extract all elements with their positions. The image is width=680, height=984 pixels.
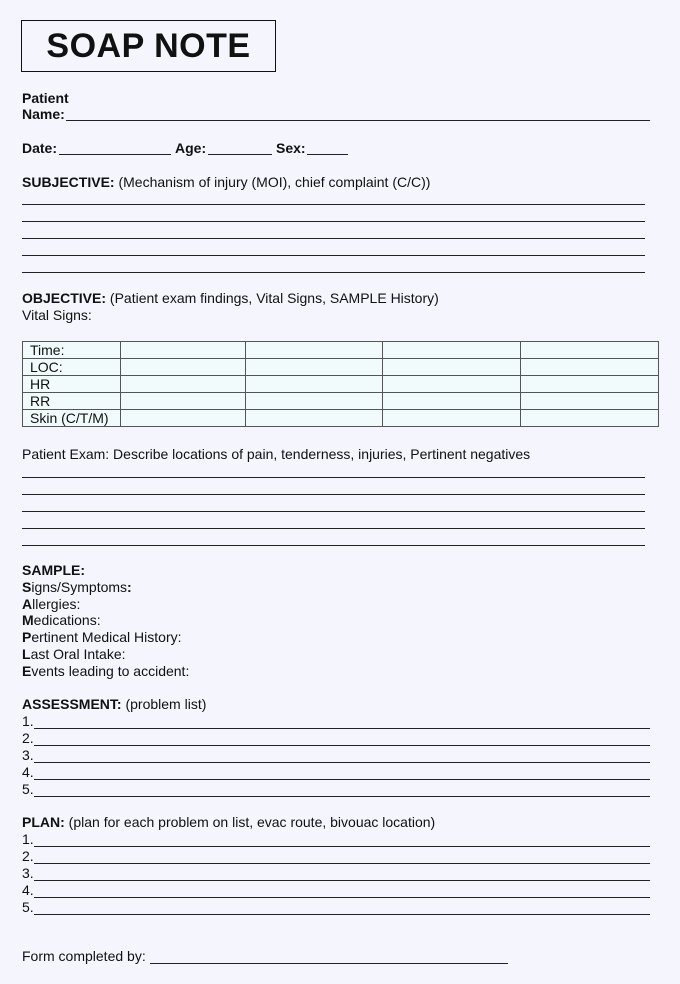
- vitals-cell[interactable]: [121, 393, 246, 410]
- vitals-cell[interactable]: [521, 359, 659, 376]
- patient-exam-line[interactable]: [22, 530, 645, 546]
- vitals-row-label: RR: [23, 393, 121, 410]
- table-row: [23, 376, 659, 393]
- form-title: SOAP NOTE: [21, 20, 276, 72]
- plan-line[interactable]: [34, 831, 650, 847]
- patient-exam-label: Patient Exam: Describe locations of pain, tenderness, injuries, Pertinent negatives: [22, 446, 531, 462]
- vitals-cell[interactable]: [383, 359, 521, 376]
- sample-initial: L: [22, 646, 31, 662]
- sample-item-allergies: [22, 596, 80, 612]
- sample-initial: S: [22, 579, 32, 595]
- sex-label: Sex:: [276, 140, 306, 156]
- sample-item-history: [22, 629, 182, 645]
- sample-item-text: llergies:: [32, 596, 81, 612]
- subjective-line[interactable]: [22, 206, 645, 222]
- sample-item-text: igns/Symptoms: [31, 579, 128, 595]
- vitals-cell[interactable]: [521, 393, 659, 410]
- vitals-cell[interactable]: [383, 410, 521, 427]
- patient-exam-line[interactable]: [22, 479, 645, 495]
- sample-item-signs: [22, 579, 132, 595]
- patient-name-field[interactable]: [66, 105, 650, 121]
- patient-exam-line[interactable]: [22, 496, 645, 512]
- subjective-line[interactable]: [22, 189, 645, 205]
- plan-line[interactable]: [34, 882, 650, 898]
- assessment-section-label: [22, 696, 206, 712]
- assessment-number: 1.: [22, 713, 34, 729]
- vitals-cell[interactable]: [121, 410, 246, 427]
- plan-heading: PLAN:: [22, 814, 65, 830]
- date-label: Date:: [22, 140, 58, 156]
- plan-number: 3.: [22, 865, 34, 881]
- plan-line[interactable]: [34, 865, 650, 881]
- assessment-line[interactable]: [34, 781, 650, 797]
- vitals-cell[interactable]: [246, 410, 383, 427]
- sample-initial: M: [22, 612, 34, 628]
- vital-signs-table: [22, 341, 659, 427]
- plan-number: 5.: [22, 899, 34, 915]
- objective-hint: (Patient exam findings, Vital Signs, SAMPLE History): [109, 290, 439, 306]
- sample-heading: SAMPLE:: [22, 562, 85, 578]
- table-row: [23, 393, 659, 410]
- plan-line[interactable]: [34, 848, 650, 864]
- vitals-cell[interactable]: [246, 359, 383, 376]
- vitals-cell[interactable]: [383, 342, 521, 359]
- subjective-line[interactable]: [22, 240, 645, 256]
- table-row: [23, 410, 659, 427]
- vitals-row-label: Time:: [23, 342, 121, 359]
- assessment-hint: (problem list): [125, 696, 207, 712]
- assessment-number: 3.: [22, 747, 34, 763]
- plan-number: 2.: [22, 848, 34, 864]
- vitals-cell[interactable]: [246, 342, 383, 359]
- assessment-line[interactable]: [34, 764, 650, 780]
- assessment-number: 2.: [22, 730, 34, 746]
- patient-exam-line[interactable]: [22, 513, 645, 529]
- sample-item-text: vents leading to accident:: [31, 663, 190, 679]
- objective-heading: OBJECTIVE:: [22, 290, 107, 306]
- patient-name-label: Name:: [22, 106, 65, 122]
- date-field[interactable]: [59, 139, 171, 155]
- sample-item-medications: [22, 612, 101, 628]
- assessment-line[interactable]: [34, 747, 650, 763]
- patient-label: Patient: [22, 90, 69, 106]
- vital-signs-label: Vital Signs:: [22, 307, 92, 323]
- assessment-number: 4.: [22, 764, 34, 780]
- assessment-number: 5.: [22, 781, 34, 797]
- vitals-cell[interactable]: [521, 342, 659, 359]
- plan-line[interactable]: [34, 899, 650, 915]
- completed-by-field[interactable]: [150, 948, 508, 964]
- sample-colon: :: [127, 579, 132, 595]
- vitals-cell[interactable]: [383, 393, 521, 410]
- objective-section-label: [22, 290, 439, 306]
- table-row: [23, 342, 659, 359]
- sex-field[interactable]: [307, 139, 348, 155]
- patient-exam-line[interactable]: [22, 462, 645, 478]
- subjective-line[interactable]: [22, 257, 645, 273]
- subjective-hint: (Mechanism of injury (MOI), chief complaint (C/C)): [118, 174, 431, 190]
- vitals-cell[interactable]: [246, 393, 383, 410]
- sample-item-events: [22, 663, 189, 679]
- assessment-line[interactable]: [34, 730, 650, 746]
- plan-section-label: [22, 814, 435, 830]
- assessment-heading: ASSESSMENT:: [22, 696, 122, 712]
- sample-item-text: ast Oral Intake:: [30, 646, 126, 662]
- vitals-cell[interactable]: [121, 359, 246, 376]
- sample-initial: A: [22, 596, 33, 612]
- table-row: [23, 359, 659, 376]
- age-label: Age:: [175, 140, 207, 156]
- vitals-cell[interactable]: [246, 376, 383, 393]
- plan-number: 1.: [22, 831, 34, 847]
- plan-number: 4.: [22, 882, 34, 898]
- sample-item-intake: [22, 646, 126, 662]
- assessment-line[interactable]: [34, 713, 650, 729]
- plan-hint: (plan for each problem on list, evac route, bivouac location): [68, 814, 436, 830]
- vitals-row-label: HR: [23, 376, 121, 393]
- vitals-cell[interactable]: [121, 376, 246, 393]
- vitals-cell[interactable]: [521, 376, 659, 393]
- completed-by-label: Form completed by:: [22, 948, 146, 964]
- age-field[interactable]: [208, 139, 272, 155]
- subjective-heading: SUBJECTIVE:: [22, 174, 115, 190]
- vitals-cell[interactable]: [121, 342, 246, 359]
- sample-initial: P: [22, 629, 32, 645]
- vitals-row-label: Skin (C/T/M): [23, 410, 121, 427]
- sample-item-text: edications:: [33, 612, 101, 628]
- subjective-section-label: [22, 174, 430, 190]
- sample-initial: E: [22, 663, 32, 679]
- subjective-line[interactable]: [22, 223, 645, 239]
- vitals-row-label: LOC:: [23, 359, 121, 376]
- vitals-cell[interactable]: [521, 410, 659, 427]
- vitals-cell[interactable]: [383, 376, 521, 393]
- sample-item-text: ertinent Medical History:: [31, 629, 182, 645]
